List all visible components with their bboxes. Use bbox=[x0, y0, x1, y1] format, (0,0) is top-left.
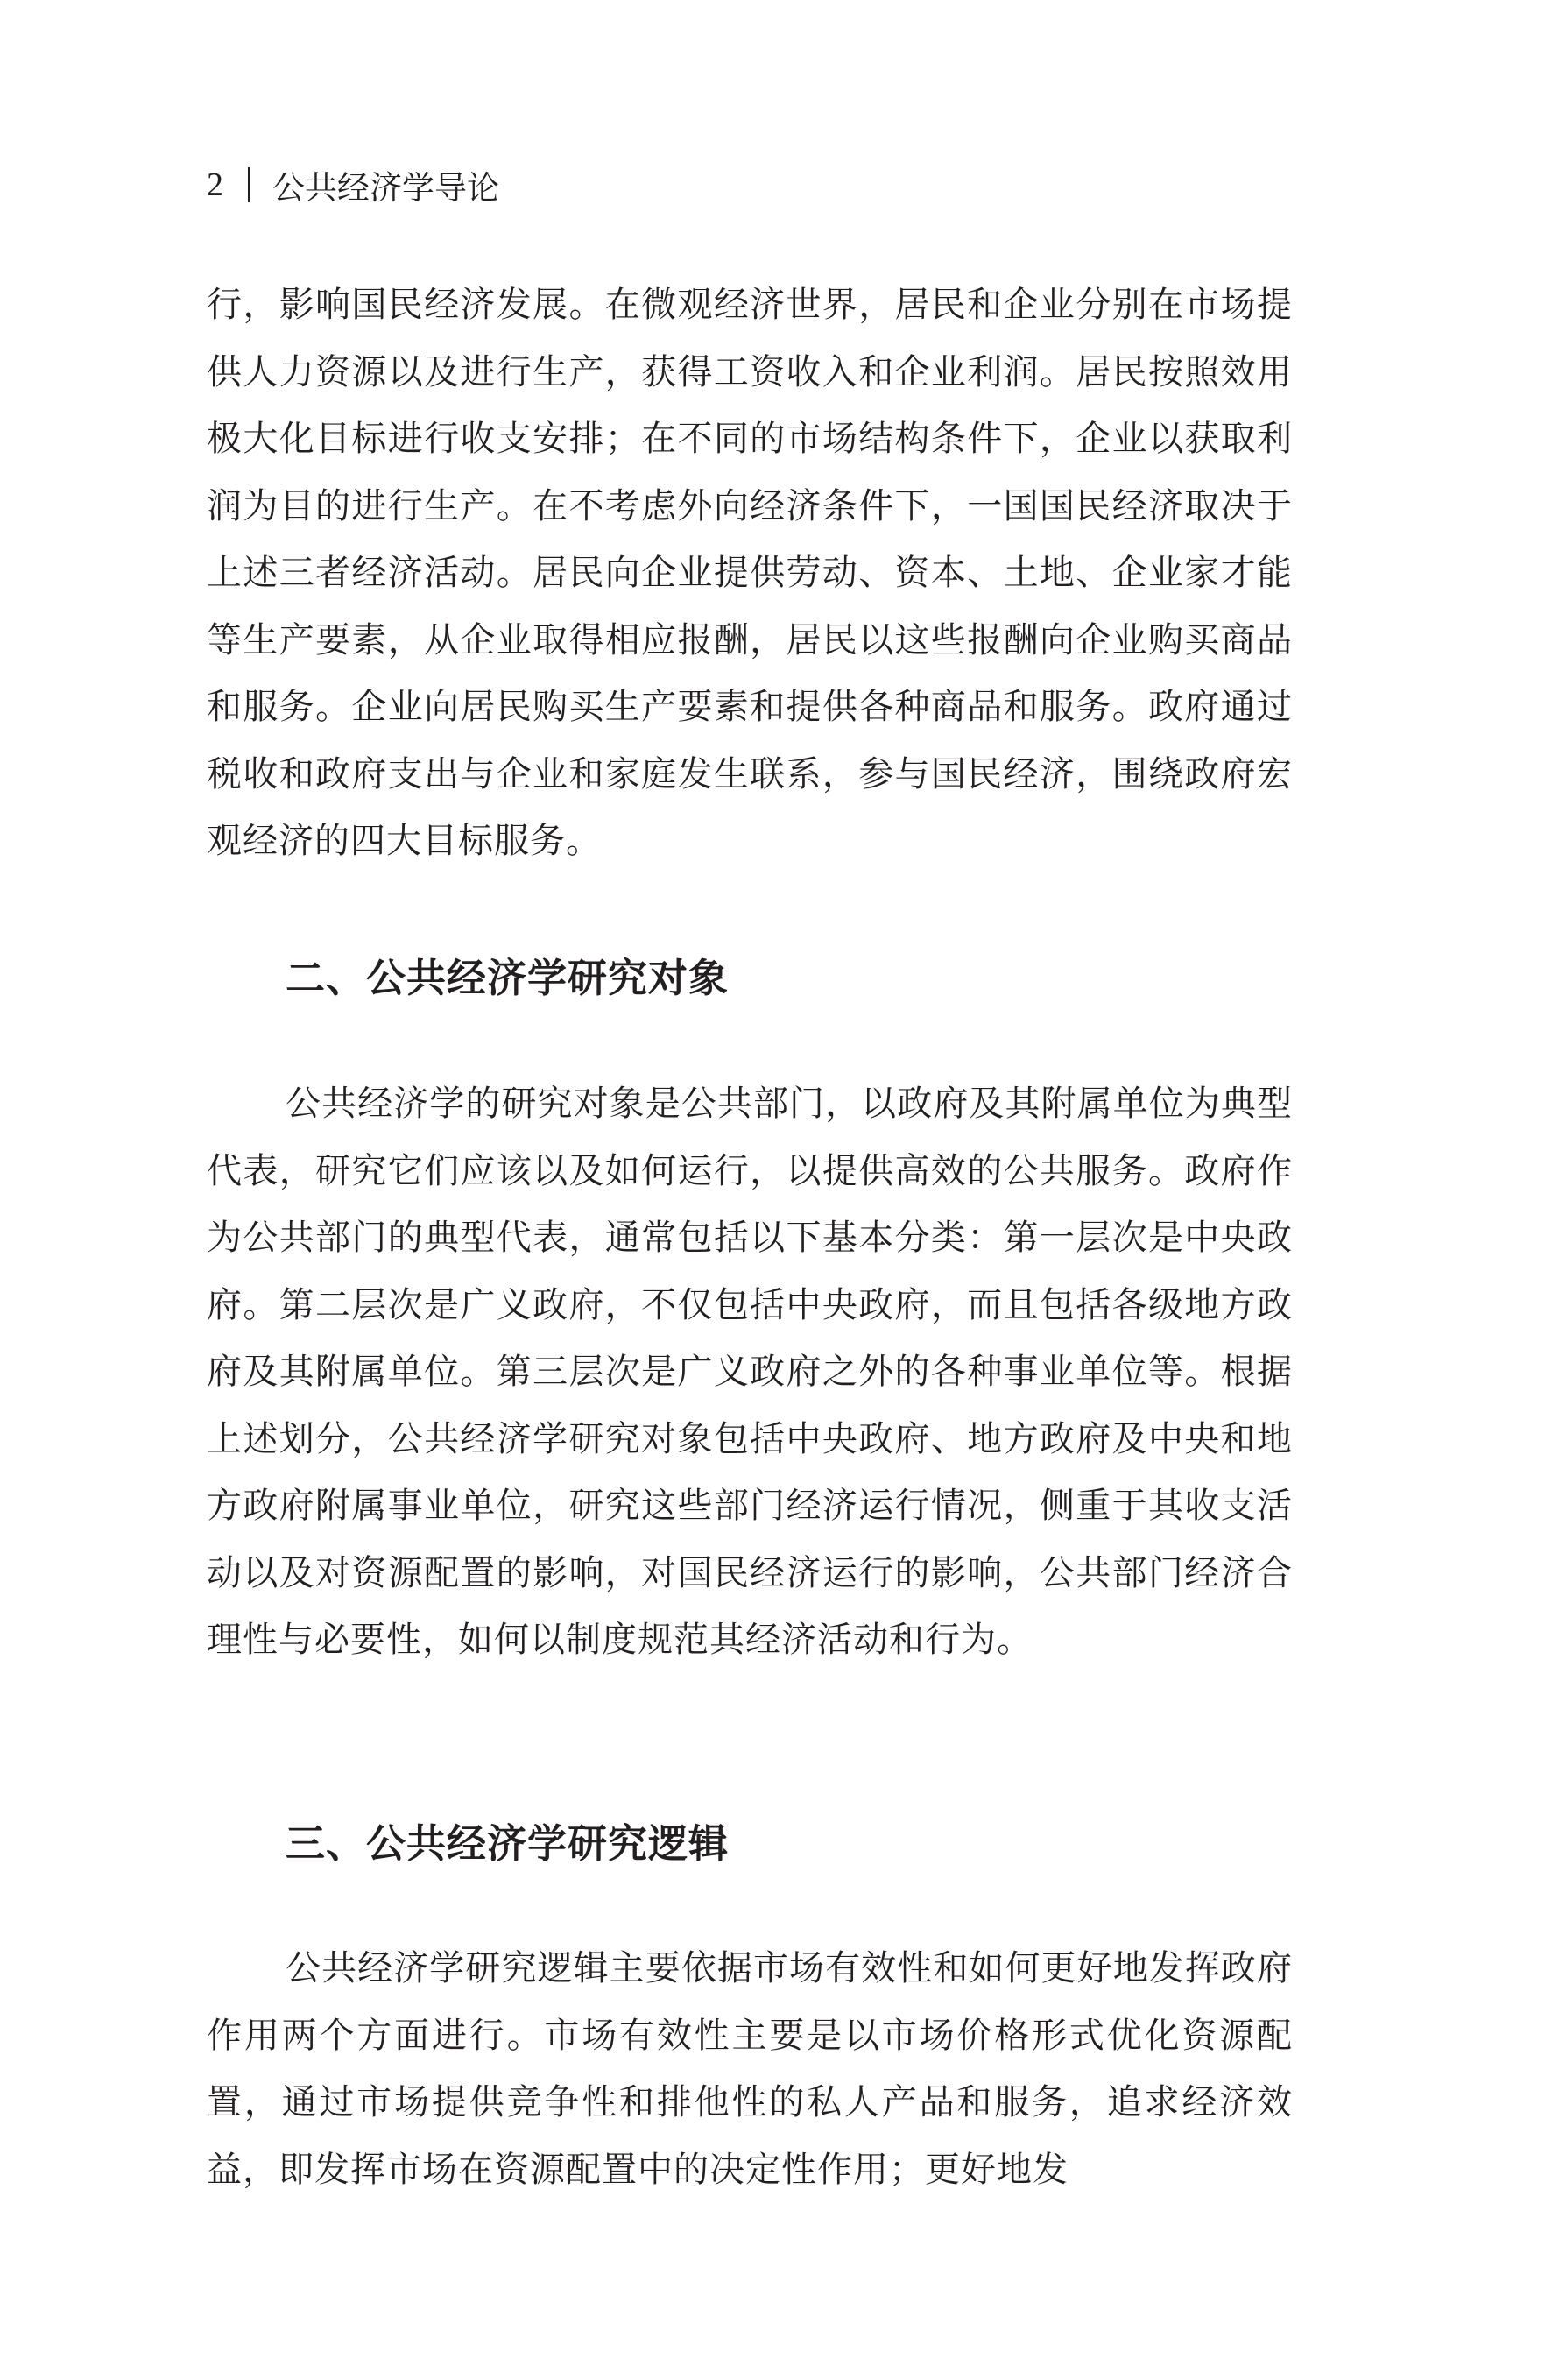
header-divider bbox=[248, 167, 250, 202]
paragraph-continued bbox=[207, 272, 1293, 875]
body-paragraph: 公共经济学的研究对象是公共部门，以政府及其附属单位为典型代表，研究它们应该以及如何运行，以提供高效的公共服务。政府作为公共部门的典型代表，通常包括以下基本分类：第一层次是中央政府。第二层次是广义政府，不仅包括中央政府，而且包括各级地方政府及其附属单位。第三层次是广义政府之外的各种事业单位等。根据上述划分，公共经济学研究对象包括中央政府、地方政府及中央和地方政府附属事业单位，研究这些部门经济运行情况，侧重于其收支活动以及对资源配置的影响，对国民经济运行的影响，公共部门经济合理性与必要性，如何以制度规范其经济活动和行为。 bbox=[207, 1084, 1293, 1660]
section-2-body bbox=[207, 1070, 1293, 1674]
book-title: 公共经济学导论 bbox=[272, 169, 499, 207]
running-head bbox=[207, 163, 499, 207]
page-number: 2 bbox=[207, 166, 223, 203]
section-heading-2: 二、公共经济学研究对象 bbox=[286, 955, 730, 1001]
body-paragraph: 公共经济学研究逻辑主要依据市场有效性和如何更好地发挥政府作用两个方面进行。市场有效性主要是以市场价格形式优化资源配置，通过市场提供竞争性和排他性的私人产品和服务，追求经济效益，即发挥市场在资源配置中的决定性作用；更好地发 bbox=[207, 1948, 1293, 2190]
body-paragraph: 行，影响国民经济发展。在微观经济世界，居民和企业分别在市场提供人力资源以及进行生产，获得工资收入和企业利润。居民按照效用极大化目标进行收支安排；在不同的市场结构条件下，企业以获取利润为目的进行生产。在不考虑外向经济条件下，一国国民经济取决于上述三者经济活动。居民向企业提供劳动、资本、土地、企业家才能等生产要素，从企业取得相应报酬，居民以这些报酬向企业购买商品和服务。企业向居民购买生产要素和提供各种商品和服务。政府通过税收和政府支出与企业和家庭发生联系，参与国民经济，围绕政府宏观经济的四大目标服务。 bbox=[207, 285, 1293, 861]
section-heading-3: 三、公共经济学研究逻辑 bbox=[286, 1820, 730, 1867]
section-3-body bbox=[207, 1935, 1293, 2203]
